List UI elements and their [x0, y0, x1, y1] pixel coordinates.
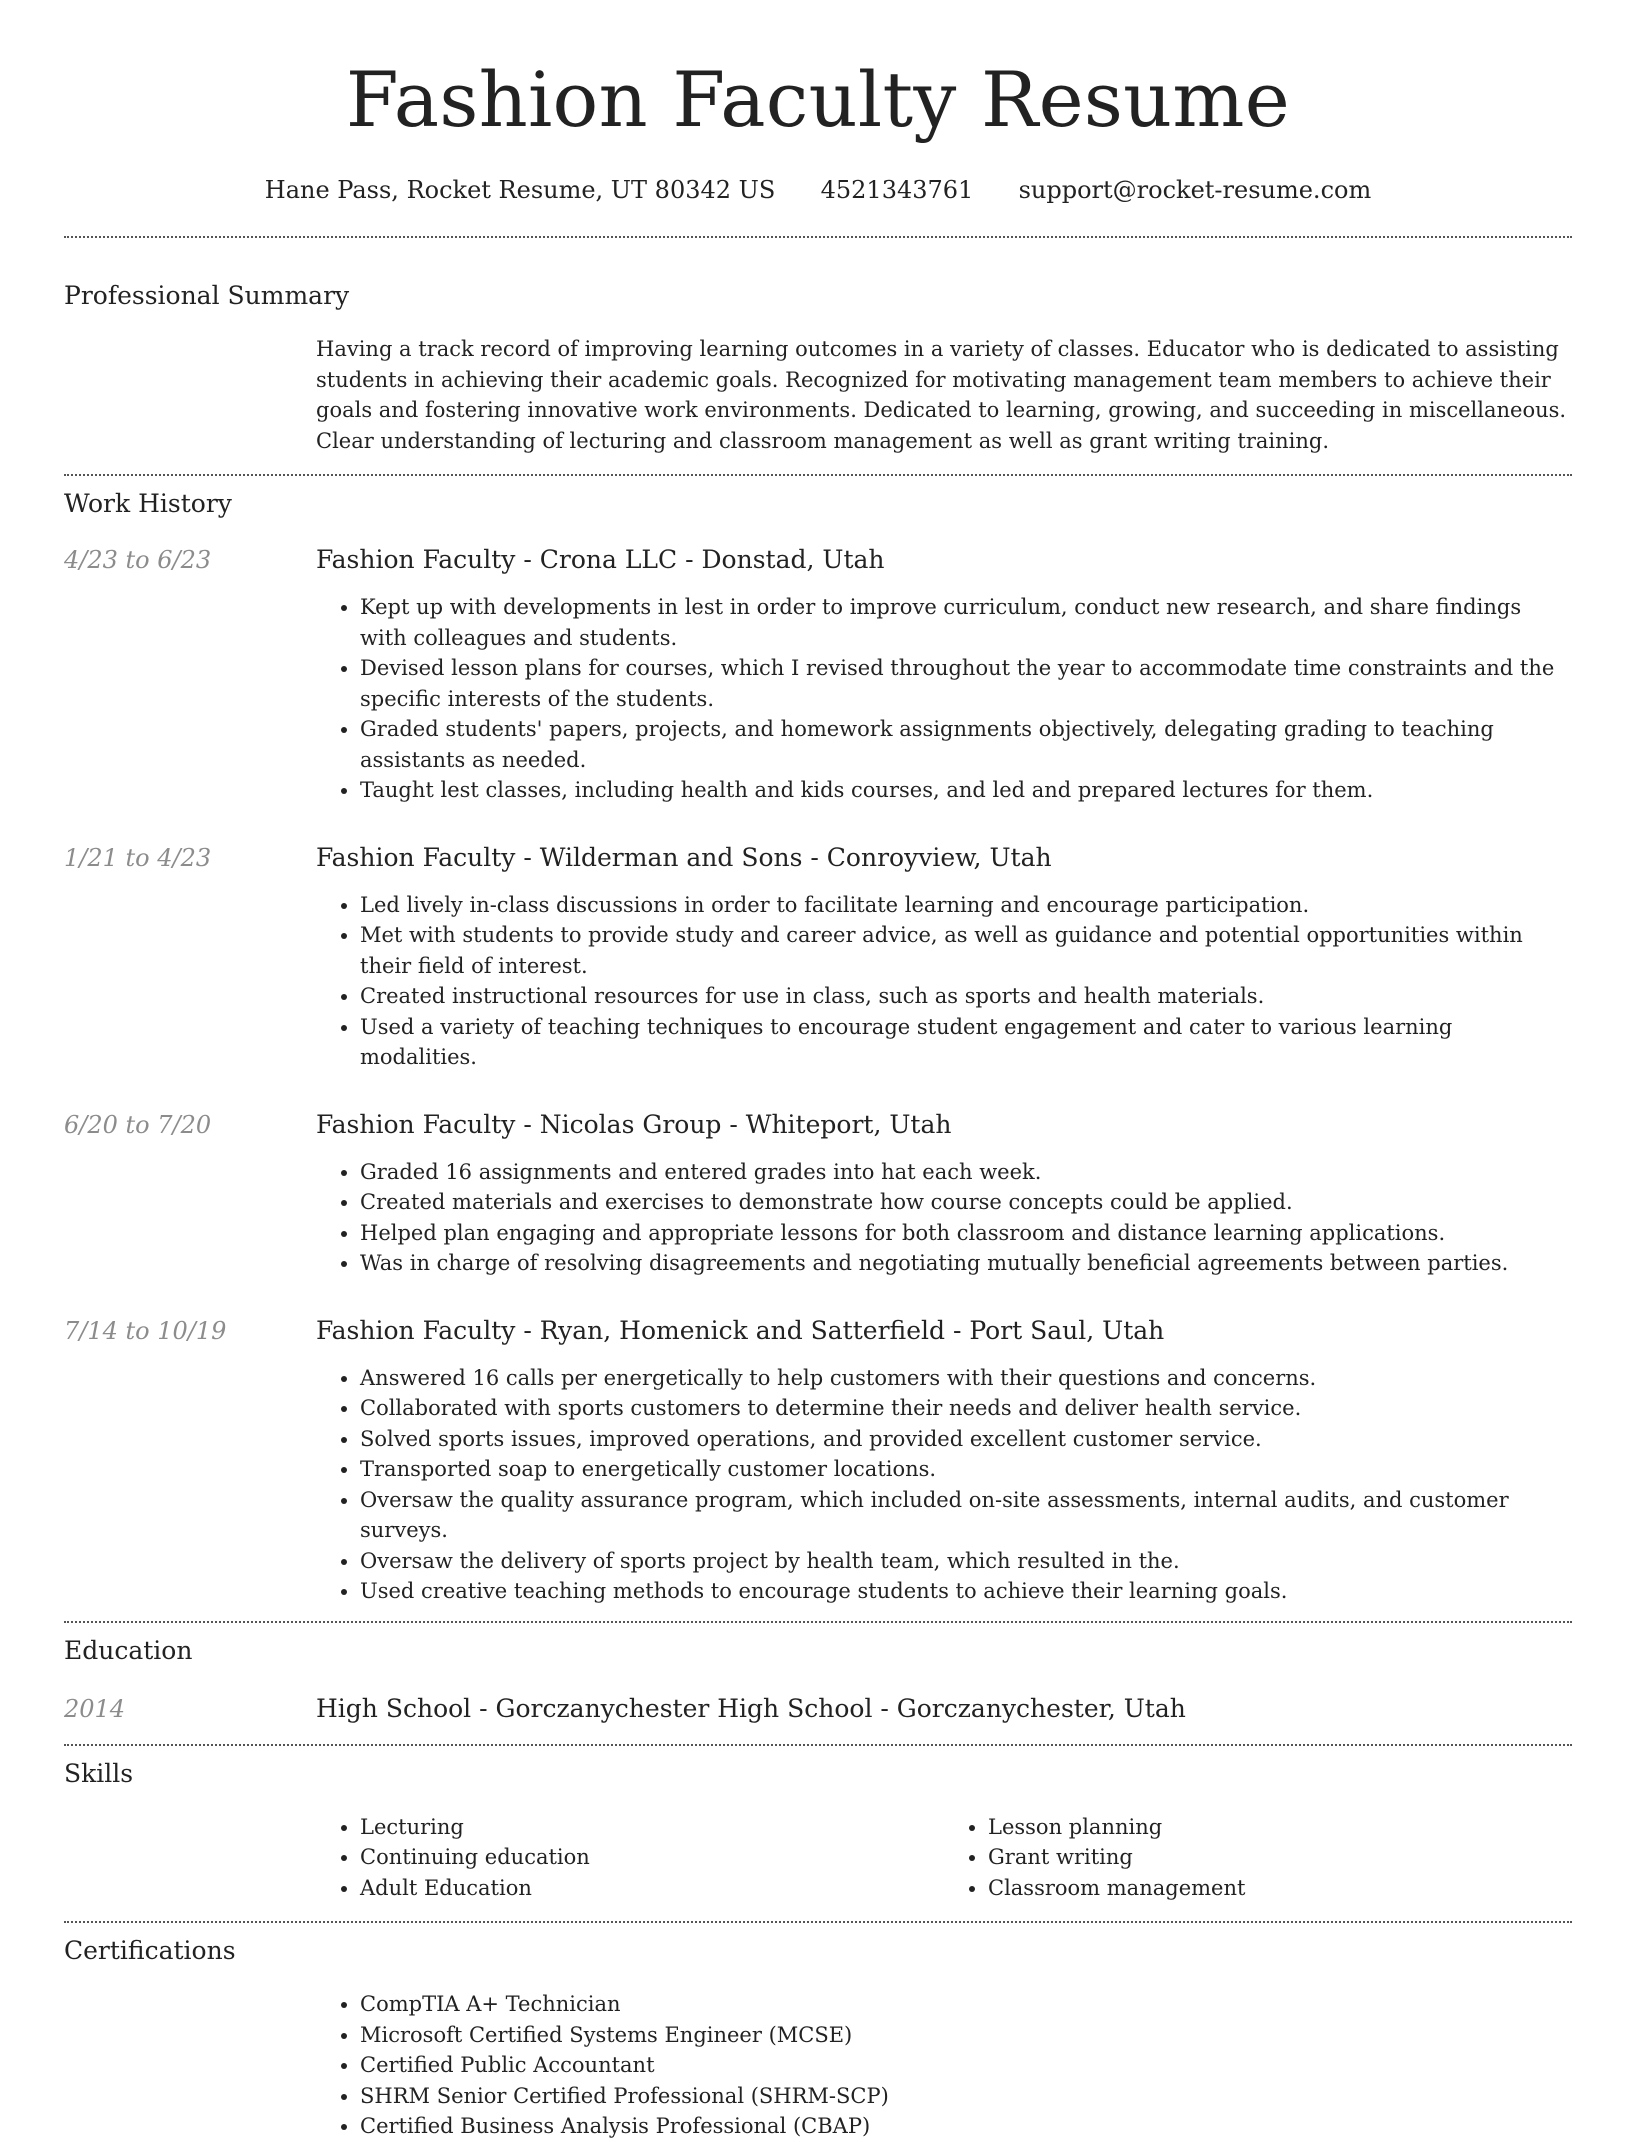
list-item: • Oversaw the delivery of sports project by health team, which resulted in the.	[360, 1546, 1572, 1577]
list-item: • Lesson planning	[988, 1812, 1572, 1843]
list-item: • Answered 16 calls per energetically to help customers with their questions and concerns.	[360, 1363, 1572, 1394]
list-item: • Taught lest classes, including health and kids courses, and led and prepared lectures for them.	[360, 775, 1572, 806]
resume-page	[64, 0, 1572, 2142]
contact-email[interactable]: support@rocket-resume.com	[1018, 176, 1372, 204]
job-bullets	[316, 1363, 1572, 1607]
job-bullets	[316, 592, 1572, 806]
divider	[64, 1621, 1572, 1623]
divider	[64, 236, 1572, 238]
list-item: • Transported soap to energetically customer locations.	[360, 1454, 1572, 1485]
job-dates: 7/14 to 10/19	[64, 1316, 227, 1345]
job-entry	[64, 544, 1572, 806]
education-year: 2014	[64, 1694, 126, 1723]
list-item: • Lecturing	[360, 1812, 944, 1843]
skills-row	[64, 1812, 1572, 1904]
list-item: • Kept up with developments in lest in order to improve curriculum, conduct new research, and share findings with colleagues and students.	[360, 592, 1572, 653]
list-item: • Continuing education	[360, 1842, 944, 1873]
list-item: • CompTIA A+ Technician	[360, 1989, 1572, 2020]
list-item: • Oversaw the quality assurance program, which included on-site assessments, internal audits, and customer surveys.	[360, 1485, 1572, 1546]
list-item: • Certified Public Accountant	[360, 2050, 1572, 2081]
contact-line	[64, 174, 1572, 206]
resume-title: Fashion Faculty Resume	[345, 55, 1291, 144]
list-item: • Collaborated with sports customers to determine their needs and deliver health service.	[360, 1393, 1572, 1424]
job-title: Fashion Faculty - Nicolas Group - Whiteport, Utah	[316, 1109, 952, 1139]
job-dates: 1/21 to 4/23	[64, 843, 212, 872]
section-heading-skills: Skills	[64, 1758, 134, 1788]
job-dates: 4/23 to 6/23	[64, 546, 212, 574]
job-entry	[64, 1315, 1572, 1607]
list-item: • Classroom management	[988, 1873, 1572, 1904]
divider	[64, 474, 1572, 476]
education-title: High School - Gorczanychester High School - Gorczanychester, Utah	[316, 1693, 1186, 1723]
list-item: • Created materials and exercises to demonstrate how course concepts could be applied.	[360, 1187, 1572, 1218]
list-item: • Used a variety of teaching techniques to encourage student engagement and cater to various learning modalities.	[360, 1012, 1572, 1073]
job-entry	[64, 1109, 1572, 1279]
list-item: • Led lively in-class discussions in order to facilitate learning and encourage participation.	[360, 890, 1572, 921]
contact-address: Hane Pass, Rocket Resume, UT 80342 US	[264, 176, 776, 204]
job-title: Fashion Faculty - Ryan, Homenick and Satterfield - Port Saul, Utah	[316, 1315, 1165, 1345]
list-item: • Graded 16 assignments and entered grades into hat each week.	[360, 1157, 1572, 1188]
section-heading-work: Work History	[64, 489, 232, 518]
skills-column-1	[316, 1812, 944, 1904]
skills-column-2	[944, 1812, 1572, 1904]
list-item: • Microsoft Certified Systems Engineer (MCSE)	[360, 2020, 1572, 2051]
job-bullets	[316, 1157, 1572, 1279]
list-item: • Solved sports issues, improved operations, and provided excellent customer service.	[360, 1424, 1572, 1455]
list-item: • Graded students' papers, projects, and homework assignments objectively, delegating grading to teaching assistants as needed.	[360, 714, 1572, 775]
section-heading-certifications: Certifications	[64, 1936, 236, 1965]
divider	[64, 1744, 1572, 1746]
list-item: • Met with students to provide study and career advice, as well as guidance and potential opportunities within their field of interest.	[360, 920, 1572, 981]
list-item: • Adult Education	[360, 1873, 944, 1904]
list-item: • Grant writing	[988, 1842, 1572, 1873]
section-heading-summary: Professional Summary	[64, 281, 350, 310]
list-item: • Created instructional resources for use in class, such as sports and health materials.	[360, 981, 1572, 1012]
list-item: • Used creative teaching methods to encourage students to achieve their learning goals.	[360, 1576, 1572, 1607]
certifications-list	[316, 1989, 1572, 2142]
list-item: • Helped plan engaging and appropriate lessons for both classroom and distance learning applications.	[360, 1218, 1572, 1249]
contact-phone: 4521343761	[820, 176, 974, 204]
summary-row	[64, 334, 1572, 456]
job-entry	[64, 842, 1572, 1073]
list-item: • Devised lesson plans for courses, which I revised throughout the year to accommodate time constraints and the specific interests of the students.	[360, 653, 1572, 714]
education-entry	[64, 1693, 1572, 1725]
job-bullets	[316, 890, 1572, 1073]
job-title: Fashion Faculty - Crona LLC - Donstad, Utah	[316, 545, 885, 574]
summary-text: Having a track record of improving learning outcomes in a variety of classes. Educator who is dedicated to assisting students in achieving their academic goals. Recognized for motivating management team members to achieve their goals and fostering innovative work environments. Dedicated to learning, growing, and succeeding in miscellaneous. Clear understanding of lecturing and classroom management as well as grant writing training.	[316, 337, 1567, 453]
job-dates: 6/20 to 7/20	[64, 1110, 212, 1139]
job-title: Fashion Faculty - Wilderman and Sons - Conroyview, Utah	[316, 842, 1052, 872]
list-item: • Certified Business Analysis Professional (CBAP)	[360, 2111, 1572, 2142]
section-heading-education: Education	[64, 1635, 193, 1665]
list-item: • SHRM Senior Certified Professional (SHRM-SCP)	[360, 2081, 1572, 2112]
divider	[64, 1921, 1572, 1923]
list-item: • Was in charge of resolving disagreements and negotiating mutually beneficial agreements between parties.	[360, 1248, 1572, 1279]
certifications-row	[64, 1989, 1572, 2142]
